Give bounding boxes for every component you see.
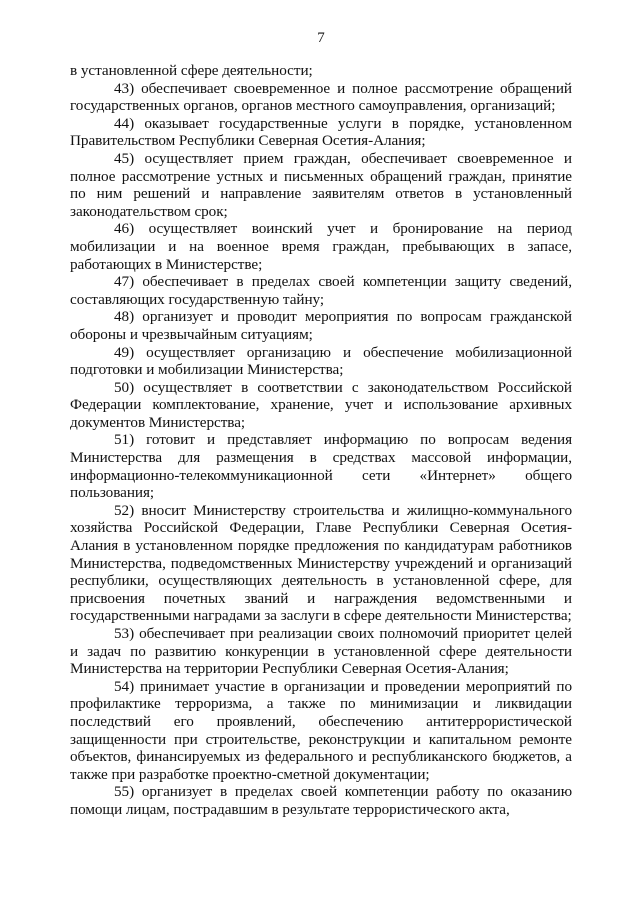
paragraph-item-55: 55) организует в пределах своей компетенции работу по оказанию помощи лицам, пострадавшим в результате террористического акта,: [70, 783, 572, 818]
paragraph-item-45: 45) осуществляет прием граждан, обеспечивает своевременное и полное рассмотрение устных и письменных обращений граждан, принятие по ним решений и направление заявителям ответов в установленный законодательством срок;: [70, 149, 572, 220]
paragraph-continuation: в установленной сфере деятельности;: [70, 62, 313, 79]
paragraph-item-44: 44) оказывает государственные услуги в порядке, установленном Правительством Республики Северная Осетия-Алания;: [70, 114, 572, 150]
paragraph-item-48: 48) организует и проводит мероприятия по вопросам гражданской обороны и чрезвычайным ситуациям;: [70, 308, 572, 343]
paragraph-item-52: 52) вносит Министерству строительства и жилищно-коммунального хозяйства Российской Федерации, Главе Республики Северная Осетия-Алания в установленном порядке предложения по кандидатурам работников Министерства, подведомственных Министерству учреждений и организаций республики, осуществляющих деятельность в установленной сфере, для присвоения почетных званий и награждения ведомственными и государственными наградами за заслуги в сфере деятельности Министерства;: [70, 501, 572, 625]
paragraph-item-51: 51) готовит и представляет информацию по вопросам ведения Министерства для размещения в средствах массовой информации, информационно-телекоммуникационной сети «Интернет» общего пользования;: [70, 431, 572, 502]
paragraph-item-50: 50) осуществляет в соответствии с законодательством Российской Федерации комплектование, хранение, учет и использование архивных документов Министерства;: [70, 378, 572, 431]
paragraph-item-46: 46) осуществляет воинский учет и бронирование на период мобилизации и на военное время граждан, пребывающих в запасе, работающих в Министерстве;: [70, 220, 572, 273]
paragraph-item-43: 43) обеспечивает своевременное и полное рассмотрение обращений государственных органов, органов местного самоуправления, организаций;: [70, 79, 572, 115]
paragraph-item-49: 49) осуществляет организацию и обеспечение мобилизационной подготовки и мобилизации Министерства;: [70, 343, 572, 379]
paragraph-item-47: 47) обеспечивает в пределах своей компетенции защиту сведений, составляющих государственную тайну;: [70, 273, 572, 308]
document-page: [70, 28, 572, 819]
paragraph-item-53: 53) обеспечивает при реализации своих полномочий приоритет целей и задач по развитию конкуренции в установленной сфере деятельности Министерства на территории Республики Северная Осетия-Алания;: [70, 625, 572, 678]
page-number: 7: [317, 30, 325, 46]
paragraph-item-54: 54) принимает участие в организации и проведении мероприятий по профилактике терроризма, а также по минимизации и ликвидации последствий его проявлений, обеспечению антитеррористической защищенности при строительстве, реконструкции и капитальном ремонте объектов, финансируемых из федерального и республиканского бюджетов, а также при разработке проектно-сметной документации;: [70, 677, 572, 783]
